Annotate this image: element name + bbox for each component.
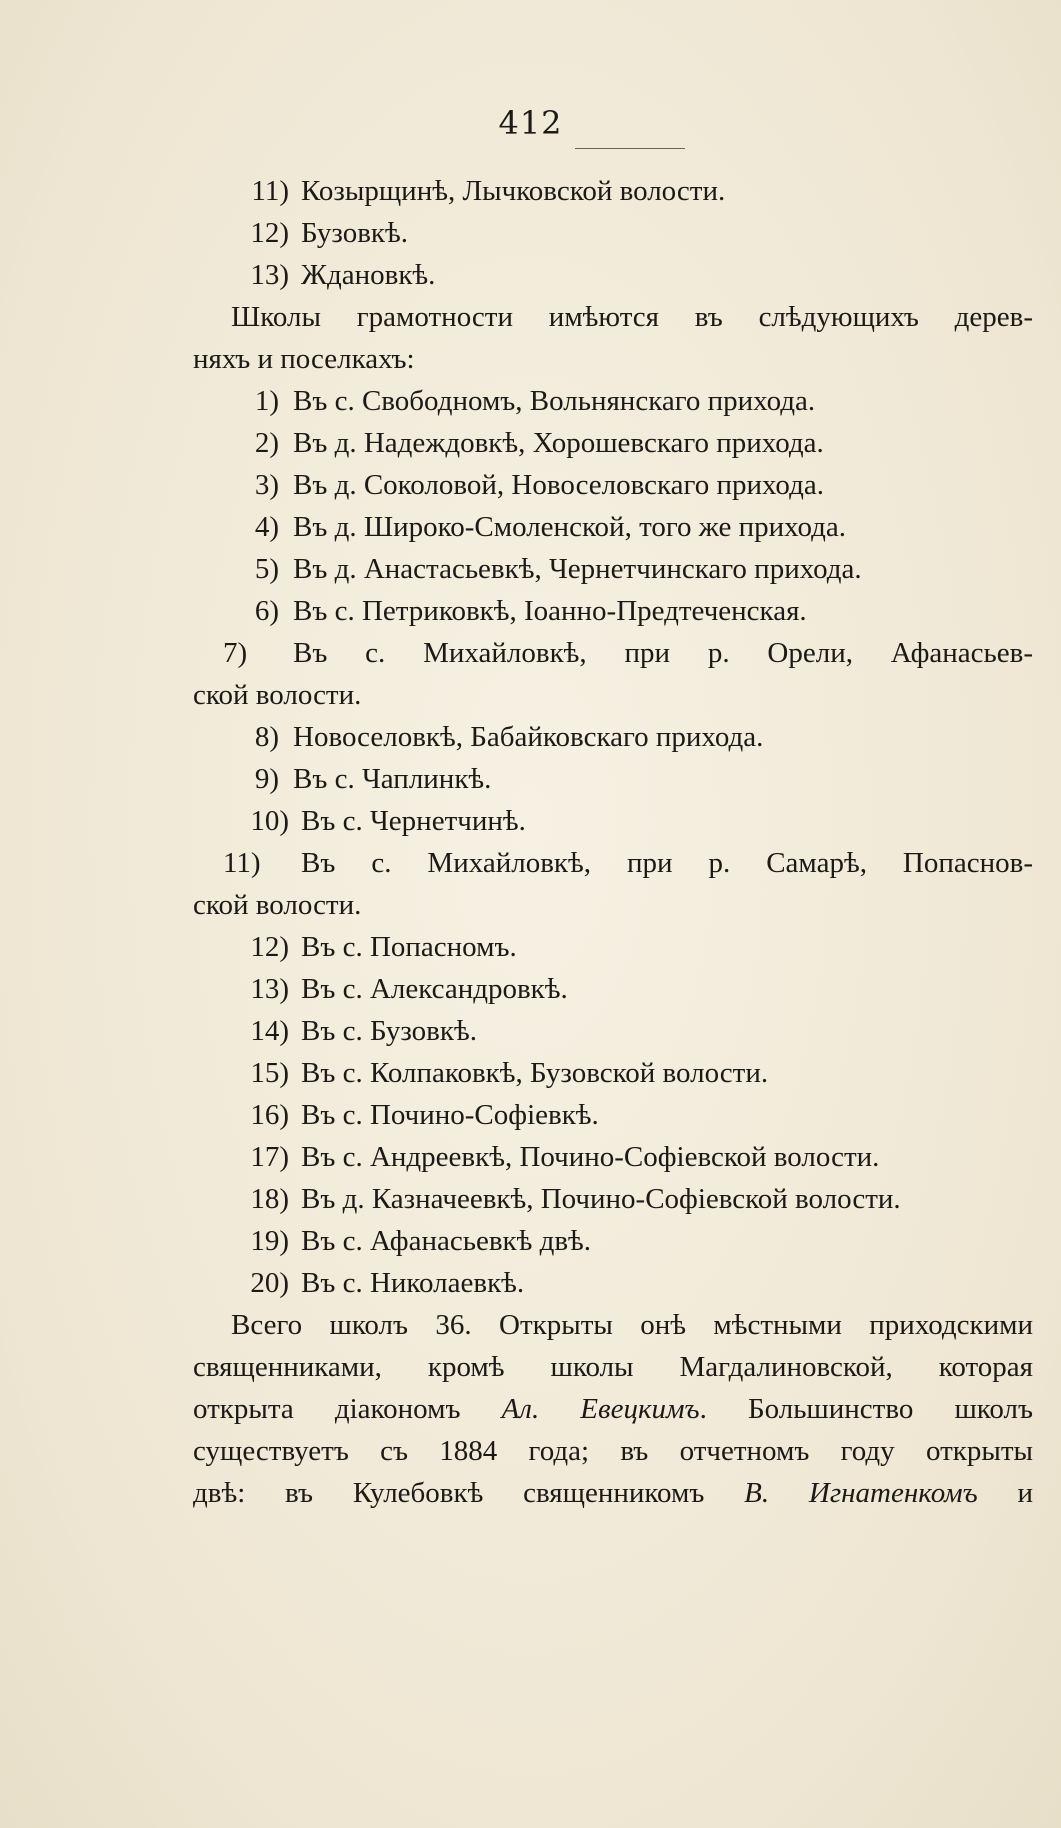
line-text: Въ д. Казначеевкѣ, Почино-Софіевской волости. (301, 1183, 901, 1215)
text-line (193, 380, 1033, 422)
line-text: Въ д. Широко-Смоленской, того же прихода. (293, 511, 847, 543)
page-body (193, 170, 1033, 1514)
text-line (193, 632, 1033, 674)
list-number: 8) (254, 721, 279, 753)
line-text: Въ с. Бузовкѣ. (301, 1015, 477, 1047)
paragraph-line (193, 1388, 1033, 1430)
paragraph-text: и (977, 1477, 1033, 1509)
text-line (193, 1178, 1033, 1220)
line-text: Въ с. Свободномъ, Вольнянскаго прихода. (293, 385, 816, 417)
text-line (193, 1052, 1033, 1094)
line-text: Ждановкѣ. (301, 259, 436, 291)
text-line (193, 716, 1033, 758)
list-number: 10) (250, 805, 289, 837)
paragraph-text: двѣ: въ Кулебовкѣ священникомъ (193, 1477, 745, 1509)
list-number: 12) (250, 217, 289, 249)
text-line (193, 1094, 1033, 1136)
list-number: 11) (251, 175, 289, 207)
line-text: ской волости. (193, 679, 362, 711)
italic-name: Ал. Евецкимъ (501, 1393, 700, 1425)
text-line (193, 296, 1033, 338)
text-line (193, 338, 1033, 380)
paragraph-text: Всего школъ 36. Открыты онѣ мѣстными приходскими (231, 1309, 1033, 1341)
page-number-rule (575, 148, 685, 149)
list-number: 15) (250, 1057, 289, 1089)
list-number: 18) (250, 1183, 289, 1215)
paragraph-text: существуетъ съ 1884 года; въ отчетномъ году открыты (193, 1435, 1033, 1467)
line-text: няхъ и поселкахъ: (193, 343, 415, 375)
line-text: Бузовкѣ. (301, 217, 408, 249)
list-number: 11) (223, 847, 261, 879)
line-text: Въ с. Колпаковкѣ, Бузовской волости. (301, 1057, 769, 1089)
list-number: 4) (254, 511, 279, 543)
paragraph-line (193, 1304, 1033, 1346)
list-number: 20) (250, 1267, 289, 1299)
text-line (193, 1262, 1033, 1304)
text-line (193, 254, 1033, 296)
line-text: Новоселовкѣ, Бабайковскаго прихода. (293, 721, 764, 753)
list-number: 16) (250, 1099, 289, 1131)
list-number: 13) (250, 973, 289, 1005)
line-text: Въ с. Андреевкѣ, Почино-Софіевской волости. (301, 1141, 880, 1173)
line-text: ской волости. (193, 889, 362, 921)
text-line (193, 1010, 1033, 1052)
text-line (193, 170, 1033, 212)
list-number: 2) (254, 427, 279, 459)
line-text: Въ с. Михайловкѣ, при р. Орели, Афанасьев- (293, 637, 1033, 669)
line-text: Въ с. Александровкѣ. (301, 973, 568, 1005)
list-number: 13) (250, 259, 289, 291)
line-text: Въ д. Надеждовкѣ, Хорошевскаго прихода. (293, 427, 824, 459)
line-text: Школы грамотности имѣются въ слѣдующихъ дерев- (231, 301, 1033, 333)
paragraph-line (193, 1346, 1033, 1388)
text-line (193, 464, 1033, 506)
text-line (193, 1136, 1033, 1178)
list-number: 1) (254, 385, 279, 417)
list-number: 12) (250, 931, 289, 963)
list-number: 6) (254, 595, 279, 627)
text-line (193, 968, 1033, 1010)
line-text: Въ с. Михайловкѣ, при р. Самарѣ, Попаснов- (301, 847, 1033, 879)
list-number: 7) (223, 637, 248, 669)
line-text: Въ с. Петриковкѣ, Іоанно-Предтеченская. (293, 595, 807, 627)
text-line (193, 422, 1033, 464)
paragraph-text: . Большинство школъ (699, 1393, 1033, 1425)
text-line (193, 674, 1033, 716)
line-text: Въ с. Почино-Софіевкѣ. (301, 1099, 599, 1131)
text-line (193, 1220, 1033, 1262)
text-line (193, 548, 1033, 590)
italic-name: В. Игнатенкомъ (744, 1477, 978, 1509)
text-line (193, 884, 1033, 926)
text-line (193, 842, 1033, 884)
paragraph-line (193, 1472, 1033, 1514)
paragraph-text: священниками, кромѣ школы Магдалиновской, которая (193, 1351, 1033, 1383)
text-line (193, 506, 1033, 548)
line-text: Въ с. Попасномъ. (301, 931, 517, 963)
list-number: 9) (254, 763, 279, 795)
list-number: 3) (254, 469, 279, 501)
line-text: Въ с. Чаплинкѣ. (293, 763, 492, 795)
page-number: 412 (498, 104, 563, 142)
line-text: Козырщинѣ, Лычковской волости. (301, 175, 726, 207)
text-line (193, 590, 1033, 632)
line-text: Въ д. Соколовой, Новоселовскаго прихода. (293, 469, 824, 501)
list-number: 14) (250, 1015, 289, 1047)
text-line (193, 212, 1033, 254)
line-text: Въ с. Афанасьевкѣ двѣ. (301, 1225, 592, 1257)
line-text: Въ с. Николаевкѣ. (301, 1267, 525, 1299)
text-line (193, 800, 1033, 842)
list-number: 5) (254, 553, 279, 585)
paragraph-line (193, 1430, 1033, 1472)
text-line (193, 758, 1033, 800)
list-number: 19) (250, 1225, 289, 1257)
line-text: Въ с. Чернетчинѣ. (301, 805, 526, 837)
line-text: Въ д. Анастасьевкѣ, Чернетчинскаго прихода. (293, 553, 862, 585)
text-line (193, 926, 1033, 968)
paragraph-text: открыта діакономъ (193, 1393, 502, 1425)
list-number: 17) (250, 1141, 289, 1173)
